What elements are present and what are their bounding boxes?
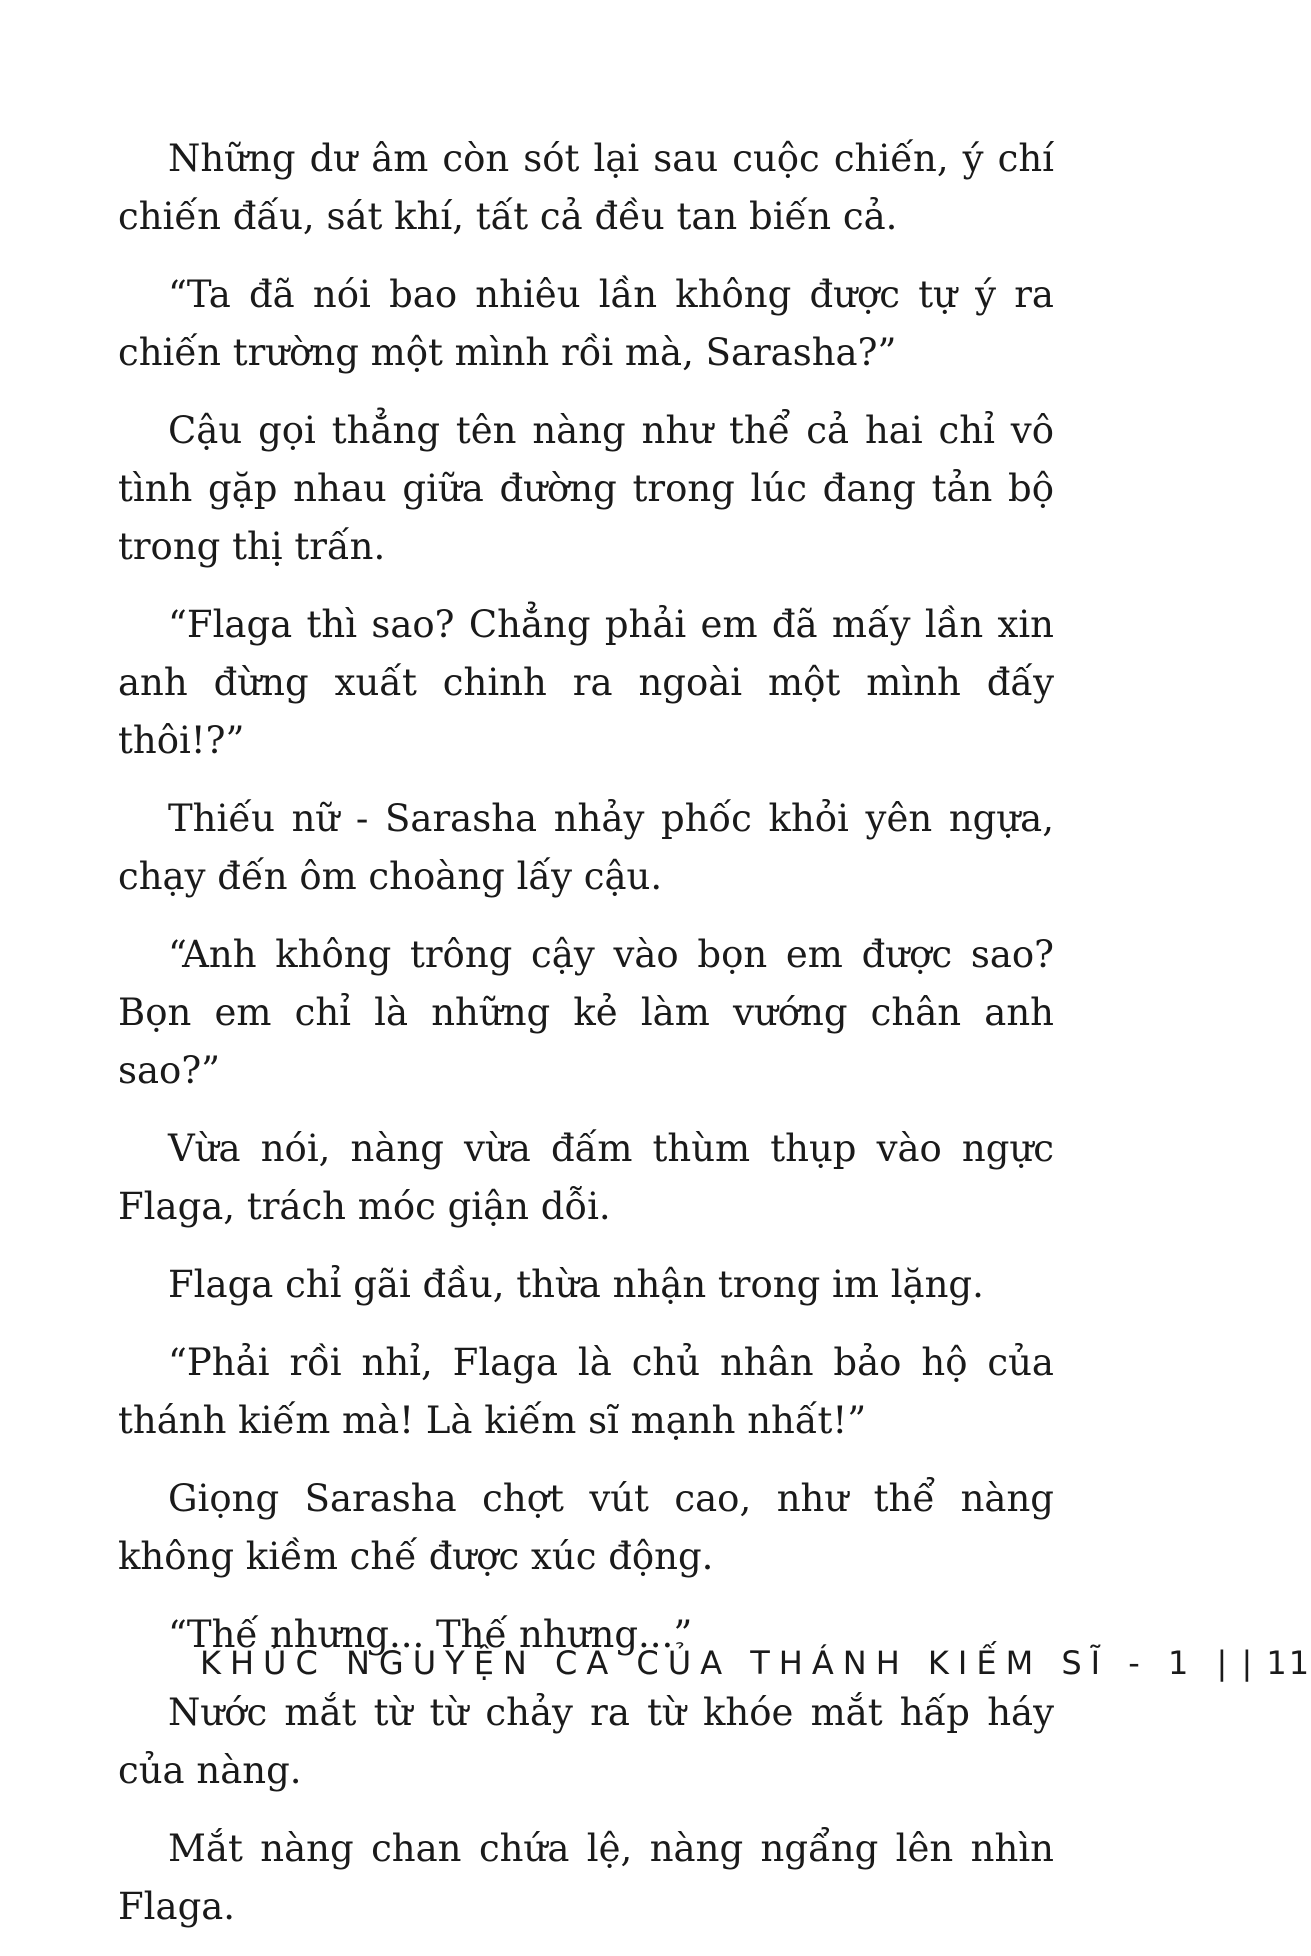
paragraph: Nước mắt từ từ chảy ra từ khóe mắt hấp háy của nàng. <box>118 1691 1054 1792</box>
paragraph: Những dư âm còn sót lại sau cuộc chiến, ý chí chiến đấu, sát khí, tất cả đều tan biến cả. <box>118 137 1054 238</box>
paragraph: “Ta đã nói bao nhiêu lần không được tự ý ra chiến trường một mình rồi mà, Sarasha?” <box>118 273 1054 374</box>
paragraph: Vừa nói, nàng vừa đấm thùm thụp vào ngực Flaga, trách móc giận dỗi. <box>118 1127 1054 1228</box>
page-footer <box>200 1644 1311 1682</box>
paragraph: Giọng Sarasha chợt vút cao, như thể nàng không kiềm chế được xúc động. <box>118 1477 1054 1578</box>
paragraph: Thiếu nữ - Sarasha nhảy phốc khỏi yên ngựa, chạy đến ôm choàng lấy cậu. <box>118 797 1054 898</box>
paragraph: Flaga chỉ gãi đầu, thừa nhận trong im lặng. <box>168 1263 984 1306</box>
paragraph: Cậu gọi thẳng tên nàng như thể cả hai chỉ vô tình gặp nhau giữa đường trong lúc đang tản bộ trong thị trấn. <box>118 409 1054 568</box>
page-number: | | 11 <box>1216 1644 1311 1682</box>
paragraph: “Flaga thì sao? Chẳng phải em đã mấy lần xin anh đừng xuất chinh ra ngoài một mình đấy thôi!?” <box>118 603 1054 762</box>
paragraph: “Anh không trông cậy vào bọn em được sao? Bọn em chỉ là những kẻ làm vướng chân anh sao?” <box>118 933 1054 1092</box>
paragraph: “Phải rồi nhỉ, Flaga là chủ nhân bảo hộ của thánh kiếm mà! Là kiếm sĩ mạnh nhất!” <box>118 1341 1054 1442</box>
running-title: KHÚC NGUYỆN CA CỦA THÁNH KIẾM SĨ - 1 <box>200 1644 1198 1682</box>
paragraph: “Thế nhưng... Thế nhưng...” <box>168 1613 693 1656</box>
body-text <box>118 130 1054 1956</box>
paragraph: Mắt nàng chan chứa lệ, nàng ngẩng lên nhìn Flaga. <box>118 1827 1054 1928</box>
